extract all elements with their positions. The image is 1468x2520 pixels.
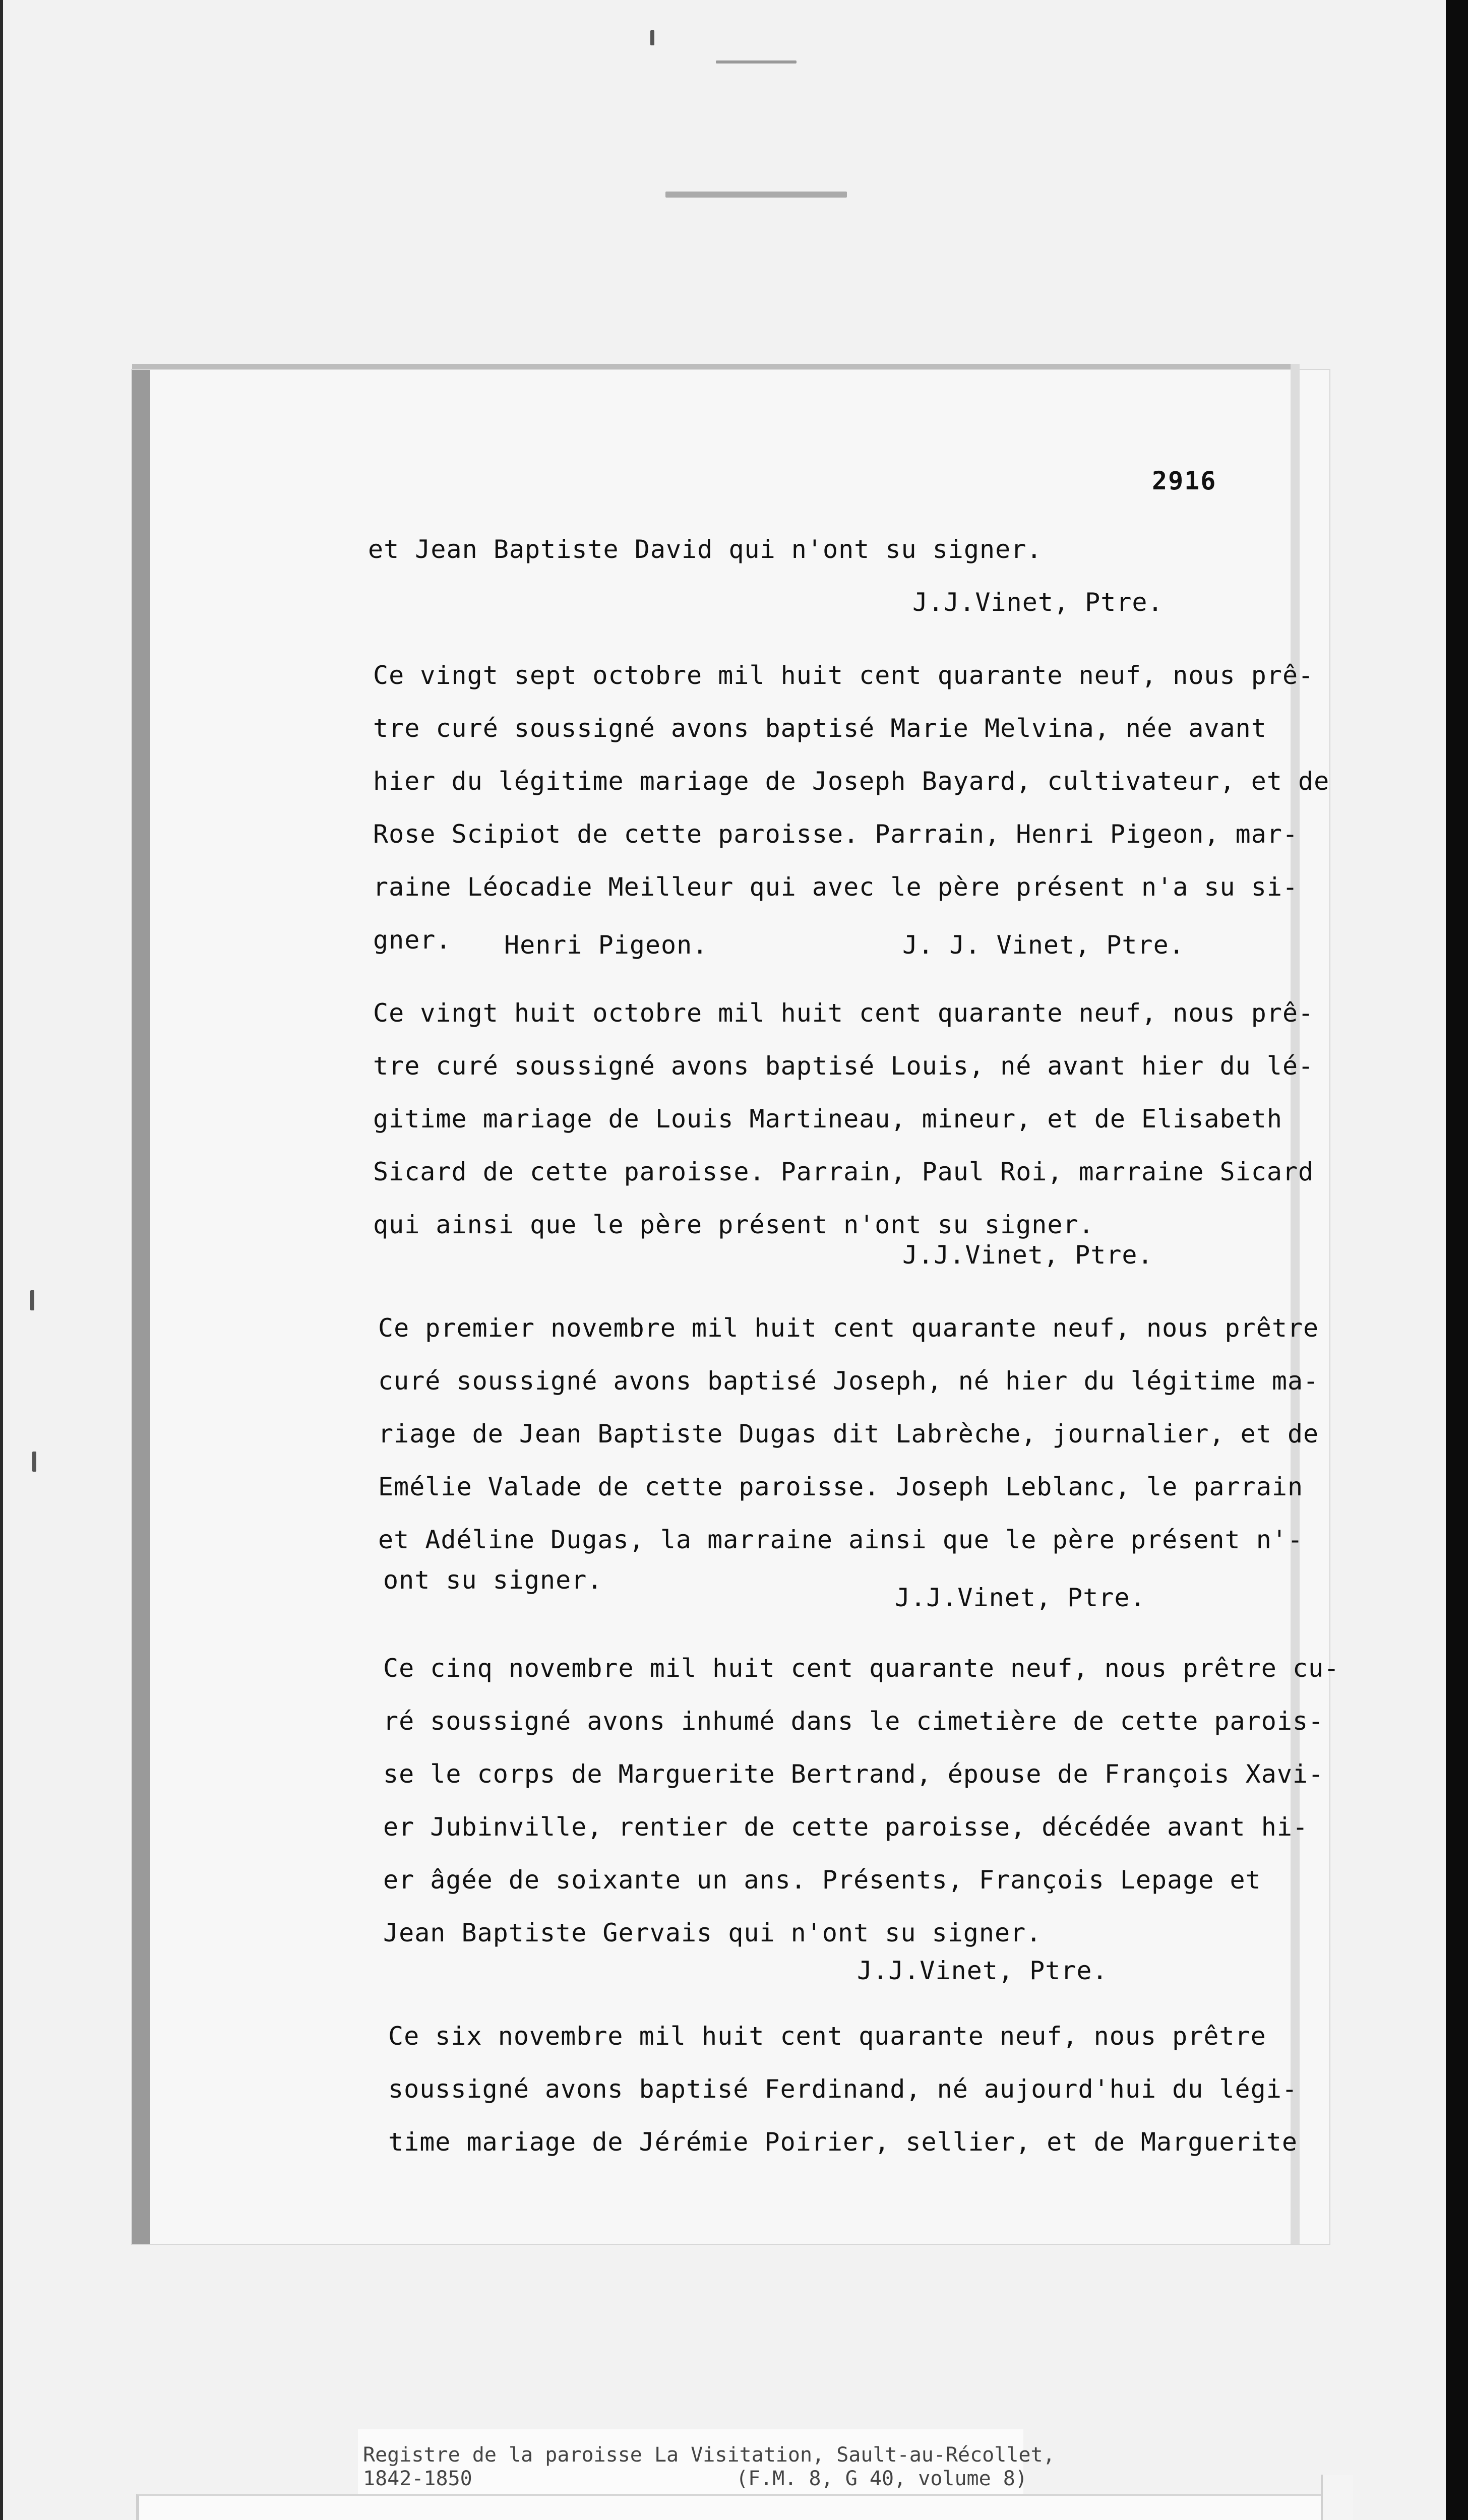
register-line: Ce vingt sept octobre mil huit cent quarante neuf, nous prê-	[373, 661, 1314, 690]
register-line: J. J. Vinet, Ptre.	[902, 930, 1185, 960]
register-page	[132, 370, 1329, 2244]
register-line: Jean Baptiste Gervais qui n'ont su signer.	[383, 1918, 1042, 1947]
stamp-edge	[1321, 2475, 1353, 2520]
register-line: J.J.Vinet, Ptre.	[857, 1956, 1108, 1985]
register-line: time mariage de Jérémie Poirier, sellier, et de Marguerite	[388, 2127, 1298, 2157]
scan-speck	[716, 60, 797, 64]
register-line: riage de Jean Baptiste Dugas dit Labrèche, journalier, et de	[378, 1419, 1319, 1448]
paper-top-edge	[132, 364, 1300, 370]
film-border-right	[1446, 0, 1468, 2520]
scan-speck	[30, 1290, 34, 1310]
register-line: Henri Pigeon.	[504, 930, 708, 960]
caption-reference: (F.M. 8, G 40, volume 8)	[736, 2467, 1027, 2490]
register-line: Ce six novembre mil huit cent quarante neuf, nous prêtre	[388, 2022, 1266, 2051]
register-line: J.J.Vinet, Ptre.	[902, 1240, 1153, 1270]
register-line: Emélie Valade de cette paroisse. Joseph Leblanc, le parrain	[378, 1472, 1304, 1501]
register-line: Ce cinq novembre mil huit cent quarante neuf, nous prêtre cu-	[383, 1654, 1340, 1683]
register-line: ont su signer.	[383, 1565, 603, 1595]
caption-years: 1842-1850	[363, 2467, 472, 2490]
register-line: curé soussigné avons baptisé Joseph, né hier du légitime ma-	[378, 1366, 1319, 1396]
paper-shadow-right	[1291, 364, 1300, 2244]
register-line: Ce premier novembre mil huit cent quarante neuf, nous prêtre	[378, 1313, 1319, 1343]
register-line: J.J.Vinet, Ptre.	[912, 588, 1164, 617]
paper-shadow-left	[132, 370, 150, 2244]
scan-speck	[665, 192, 847, 198]
register-line: Sicard de cette paroisse. Parrain, Paul Roi, marraine Sicard	[373, 1157, 1314, 1186]
register-line: soussigné avons baptisé Ferdinand, né aujourd'hui du légi-	[388, 2074, 1298, 2104]
film-border-left	[0, 0, 3, 2520]
register-line: raine Léocadie Meilleur qui avec le père présent n'a su si-	[373, 872, 1299, 902]
register-line: er âgée de soixante un ans. Présents, François Lepage et	[383, 1865, 1261, 1895]
scan-speck	[650, 30, 654, 45]
register-line: et Adéline Dugas, la marraine ainsi que le père présent n'-	[378, 1525, 1304, 1554]
register-line: Rose Scipiot de cette paroisse. Parrain, Henri Pigeon, mar-	[373, 820, 1299, 849]
register-line: J.J.Vinet, Ptre.	[895, 1583, 1146, 1612]
register-line: et Jean Baptiste David qui n'ont su signer.	[368, 535, 1043, 564]
register-line: tre curé soussigné avons baptisé Marie Melvina, née avant	[373, 714, 1267, 743]
register-line: Ce vingt huit octobre mil huit cent quarante neuf, nous prê-	[373, 998, 1314, 1028]
register-line: hier du légitime mariage de Joseph Bayard, cultivateur, et de	[373, 767, 1330, 796]
register-line: qui ainsi que le père présent n'ont su signer.	[373, 1210, 1094, 1239]
register-line: se le corps de Marguerite Bertrand, épouse de François Xavi-	[383, 1759, 1324, 1789]
caption-title: Registre de la paroisse La Visitation, Sault-au-Récollet,	[363, 2443, 1055, 2467]
register-line: gner.	[373, 925, 452, 955]
archives-stamp	[136, 2494, 1339, 2520]
page-number: 2916	[1152, 466, 1217, 495]
scan-speck	[32, 1452, 36, 1472]
register-line: tre curé soussigné avons baptisé Louis, né avant hier du lé-	[373, 1051, 1314, 1081]
register-line: ré soussigné avons inhumé dans le cimetière de cette parois-	[383, 1707, 1324, 1736]
register-line: er Jubinville, rentier de cette paroisse, décédée avant hi-	[383, 1812, 1309, 1842]
register-line: gitime mariage de Louis Martineau, mineur, et de Elisabeth	[373, 1104, 1282, 1133]
